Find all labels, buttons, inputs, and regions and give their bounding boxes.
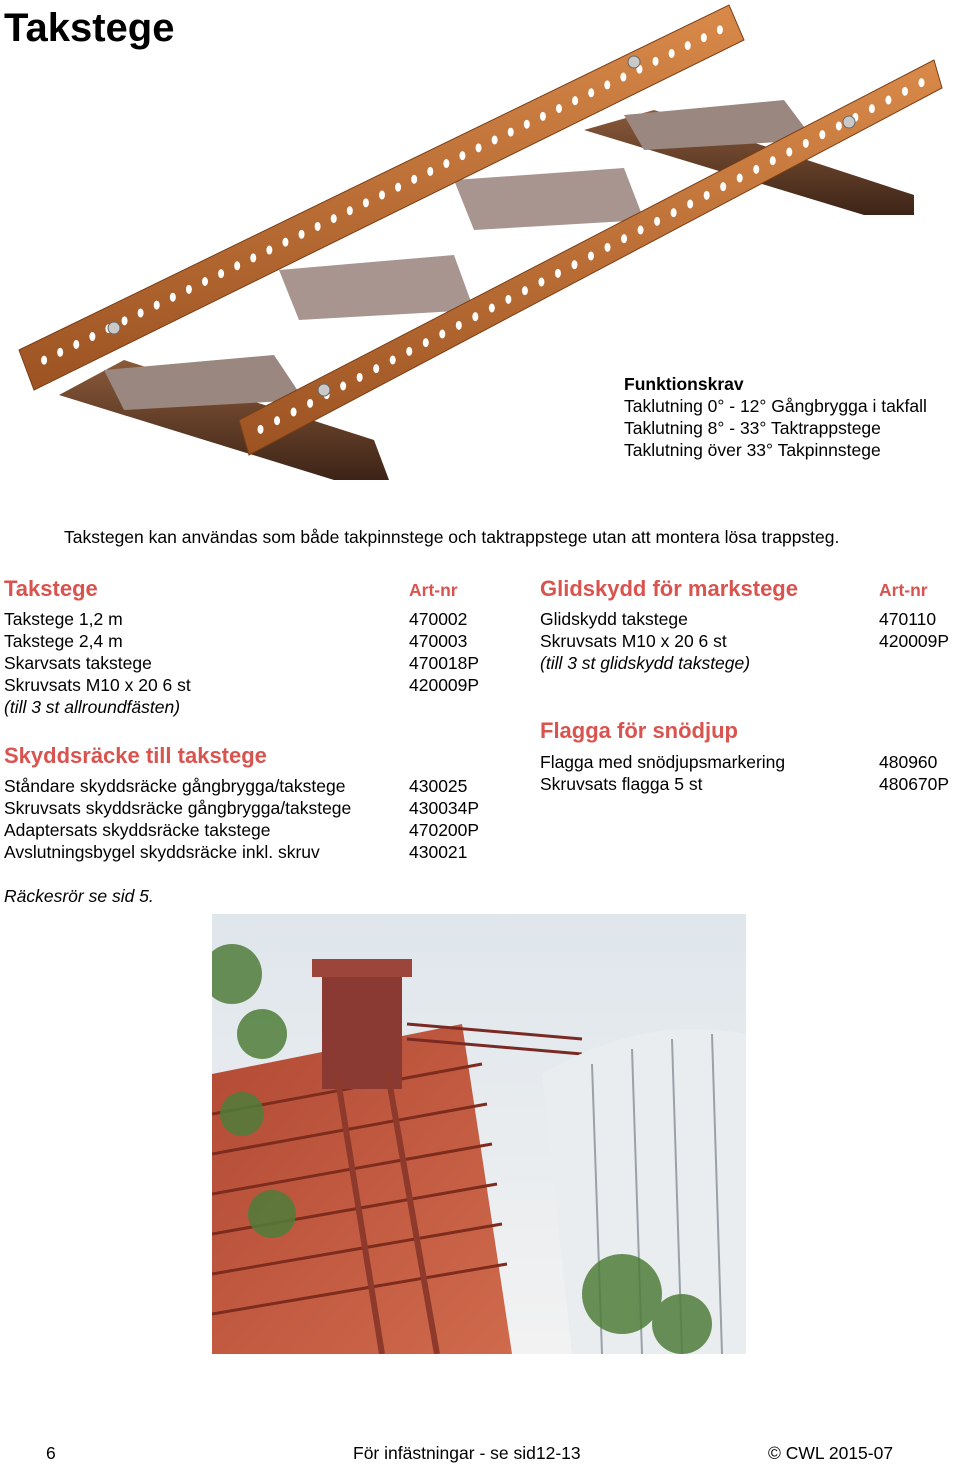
- rail-hole: [753, 165, 759, 174]
- rail-hole: [459, 151, 465, 160]
- rail-hole: [620, 73, 626, 82]
- rail-hole: [282, 238, 288, 247]
- page-title: Takstege: [4, 6, 175, 50]
- rail-hole: [638, 226, 644, 235]
- rail-hole: [505, 295, 511, 304]
- rail-hole: [41, 356, 47, 365]
- product-name: Skruvsats M10 x 20 6 st: [4, 675, 191, 695]
- rail-hole: [489, 304, 495, 313]
- product-name: Takstege 2,4 m: [4, 631, 123, 651]
- rail-hole: [379, 191, 385, 200]
- rail-hole: [556, 104, 562, 113]
- footnote: Räckesrör se sid 5.: [4, 886, 154, 906]
- rail-hole: [572, 96, 578, 105]
- product-name: Glidskydd takstege: [540, 609, 688, 629]
- product-name: Adaptersats skyddsräcke takstege: [4, 820, 271, 840]
- rail-hole: [687, 200, 693, 209]
- artnr-heading: Art-nr: [879, 580, 928, 600]
- product-artnr: 470200P: [409, 820, 480, 840]
- product-artnr: 430025: [409, 776, 468, 796]
- function-line: Taklutning över 33° Takpinnstege: [624, 440, 881, 460]
- product-artnr: 480670P: [879, 774, 950, 794]
- rail-hole: [57, 348, 63, 357]
- rail-hole: [653, 57, 659, 66]
- rail-hole: [621, 234, 627, 243]
- rail-hole: [443, 159, 449, 168]
- rail-hole: [186, 285, 192, 294]
- rail-hole: [819, 130, 825, 139]
- rail-hole: [315, 222, 321, 231]
- rail-hole: [588, 88, 594, 97]
- rail-hole: [266, 246, 272, 255]
- intro-text: Takstegen kan användas som både takpinnstege och taktrappstege utan att montera lösa trappsteg.: [64, 527, 840, 547]
- rail-hole: [299, 230, 305, 239]
- rail-hole: [406, 347, 412, 356]
- rail-hole: [524, 120, 530, 129]
- rail-hole: [671, 208, 677, 217]
- product-artnr: 470018P: [409, 653, 480, 673]
- rail-hole: [307, 399, 313, 408]
- rail-hole: [456, 321, 462, 330]
- rail-hole: [669, 49, 675, 58]
- function-line: Taklutning 0° - 12° Gångbrygga i takfall: [624, 396, 927, 416]
- rail-hole: [274, 416, 280, 425]
- section-heading-skyddsracke: Skyddsräcke till takstege: [4, 743, 267, 768]
- product-note: (till 3 st glidskydd takstege): [540, 653, 751, 673]
- footer-reference: För infästningar - se sid12-13: [353, 1443, 581, 1463]
- rail-hole: [427, 167, 433, 176]
- product-name: Skruvsats M10 x 20 6 st: [540, 631, 727, 651]
- rail-hole: [357, 373, 363, 382]
- rail-hole: [685, 41, 691, 50]
- rail-hole: [492, 135, 498, 144]
- product-artnr: 420009P: [879, 631, 950, 651]
- rail-hole: [571, 260, 577, 269]
- product-note: (till 3 st allroundfästen): [4, 697, 181, 717]
- rail-hole: [250, 253, 256, 262]
- rail-hole: [73, 340, 79, 349]
- product-name: Takstege 1,2 m: [4, 609, 123, 629]
- rail-hole: [472, 312, 478, 321]
- rail-hole: [786, 148, 792, 157]
- artnr-heading: Art-nr: [409, 580, 458, 600]
- rail-hole: [363, 198, 369, 207]
- rail-hole: [720, 182, 726, 191]
- rail-hole: [439, 330, 445, 339]
- rail-hole: [423, 338, 429, 347]
- function-requirements-heading: Funktionskrav: [624, 374, 744, 394]
- section-heading-glidskydd: Glidskydd för markstege: [540, 576, 798, 601]
- rail-hole: [138, 308, 144, 317]
- rail-hole: [717, 25, 723, 34]
- rail-hole: [737, 174, 743, 183]
- product-name: Skruvsats skyddsräcke gångbrygga/takstege: [4, 798, 352, 818]
- rail-hole: [604, 80, 610, 89]
- rail-hole: [701, 33, 707, 42]
- page-number: 6: [46, 1443, 56, 1463]
- product-artnr: 480960: [879, 752, 938, 772]
- product-name: Skruvsats flagga 5 st: [540, 774, 703, 794]
- footer-copyright: © CWL 2015-07: [768, 1443, 894, 1463]
- rail-hole: [340, 382, 346, 391]
- rail-hole: [202, 277, 208, 286]
- product-artnr: 420009P: [409, 675, 480, 695]
- rail-hole: [885, 96, 891, 105]
- rail-hole: [555, 269, 561, 278]
- function-requirements: [624, 373, 927, 461]
- rail-hole: [234, 261, 240, 270]
- rail-hole: [89, 332, 95, 341]
- rail-hole: [605, 243, 611, 252]
- rail-hole: [395, 183, 401, 192]
- rail-hole: [770, 156, 776, 165]
- rail-hole: [291, 408, 297, 417]
- rail-hole: [836, 122, 842, 131]
- rail-hole: [902, 87, 908, 96]
- rail-hole: [411, 175, 417, 184]
- product-artnr: 470002: [409, 609, 468, 629]
- rail-hole: [522, 286, 528, 295]
- rail-hole: [218, 269, 224, 278]
- rail-hole: [918, 78, 924, 87]
- rail-hole: [538, 278, 544, 287]
- table-row: [4, 608, 123, 630]
- rail-hole: [508, 128, 514, 137]
- roof-photo: [212, 914, 746, 1354]
- rail-hole: [869, 104, 875, 113]
- rail-hole: [704, 191, 710, 200]
- rail-hole: [154, 301, 160, 310]
- section-heading-takstege: Takstege: [4, 576, 98, 601]
- rail-hole: [803, 139, 809, 148]
- product-name: Skarvsats takstege: [4, 653, 152, 673]
- product-artnr: 430021: [409, 842, 468, 862]
- product-artnr: 470003: [409, 631, 468, 651]
- rail-hole: [331, 214, 337, 223]
- rail-hole: [476, 143, 482, 152]
- rail-hole: [258, 425, 264, 434]
- product-artnr: 470110: [879, 609, 937, 629]
- rail-hole: [390, 356, 396, 365]
- product-name: Flagga med snödjupsmarkering: [540, 752, 786, 772]
- rail-hole: [122, 316, 128, 325]
- product-name: Ståndare skyddsräcke gångbrygga/takstege: [4, 776, 346, 796]
- rail-hole: [347, 206, 353, 215]
- section-heading-flagga: Flagga för snödjup: [540, 718, 738, 743]
- rail-hole: [373, 364, 379, 373]
- rail-hole: [540, 112, 546, 121]
- product-artnr: 430034P: [409, 798, 480, 818]
- product-name: Avslutningsbygel skyddsräcke inkl. skruv: [4, 842, 320, 862]
- rail-hole: [588, 252, 594, 261]
- rail-hole: [654, 217, 660, 226]
- function-line: Taklutning 8° - 33° Taktrappstege: [624, 418, 881, 438]
- rail-hole: [170, 293, 176, 302]
